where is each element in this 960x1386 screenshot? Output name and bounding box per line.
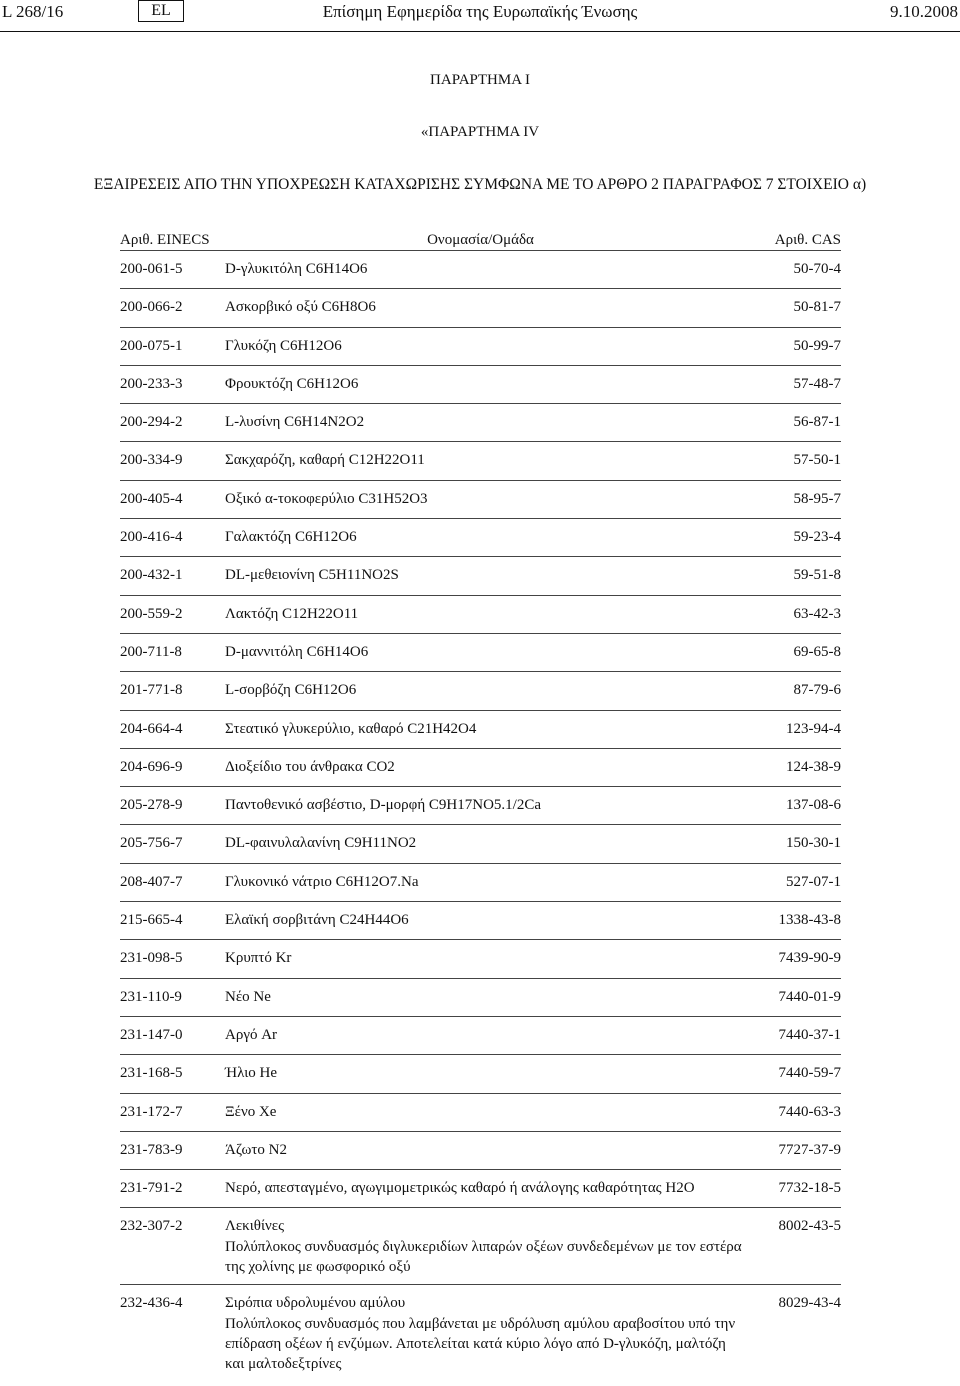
einecs-number: 200-233-3 (120, 375, 183, 392)
cas-number: 7440-01-9 (778, 988, 841, 1005)
table-row (120, 288, 841, 326)
table-row (120, 939, 841, 977)
einecs-number: 200-711-8 (120, 643, 182, 660)
substance-name: L-σορβόζη C6H12O6 (225, 682, 357, 699)
table-row (120, 978, 841, 1016)
annex-subtitle: «ΠΑΡΑΡΤΗΜΑ IV (420, 124, 540, 140)
substance-table (120, 232, 841, 1374)
table-row (120, 480, 841, 518)
cas-number: 150-30-1 (786, 835, 841, 852)
substance-description-line: Πολύπλοκος συνδυασμός που λαμβάνεται με υδρόλυση αμύλου αραβοσίτου υπό την (225, 1316, 736, 1333)
table-row (120, 671, 841, 709)
einecs-number: 200-405-4 (120, 490, 183, 507)
table-row (120, 824, 841, 862)
cas-number: 527-07-1 (786, 873, 841, 890)
cas-number: 58-95-7 (793, 490, 841, 507)
einecs-number: 200-334-9 (120, 452, 183, 469)
table-body (120, 250, 841, 1374)
cas-number: 50-70-4 (793, 261, 841, 277)
cas-number: 50-81-7 (793, 299, 841, 316)
einecs-number: 200-416-4 (120, 529, 183, 546)
row-divider (120, 1131, 841, 1132)
substance-name: Παντοθενικό ασβέστιο, D-μορφή C9H17NO5.1/2Ca (225, 797, 541, 814)
row-divider (120, 365, 841, 366)
table-row (120, 441, 841, 479)
cas-number: 7440-59-7 (778, 1065, 841, 1082)
row-divider (120, 978, 841, 979)
table-row (120, 556, 841, 594)
row-divider (120, 1284, 841, 1285)
substance-name: Σακχαρόζη, καθαρή C12H22O11 (225, 452, 425, 469)
row-divider (120, 1093, 841, 1094)
page-ref: L 268/16 (2, 2, 64, 21)
substance-description-line: της χολίνης με φωσφορικό οξύ (225, 1259, 411, 1276)
einecs-number: 204-696-9 (120, 758, 183, 775)
table-row (120, 518, 841, 556)
row-divider (120, 671, 841, 672)
einecs-number: 231-110-9 (120, 988, 182, 1005)
table-row (120, 1016, 841, 1054)
cas-number: 50-99-7 (793, 337, 841, 354)
substance-name: Οξικό α-τοκοφερύλιο C31H52O3 (225, 490, 428, 507)
column-header-cas: Αριθ. CAS (774, 232, 841, 248)
substance-name: Αργό Ar (225, 1026, 278, 1043)
table-header (120, 232, 841, 250)
language-tag: EL (138, 0, 184, 22)
cas-number: 7439-90-9 (778, 950, 841, 967)
table-row (120, 403, 841, 441)
table-row (120, 710, 841, 748)
substance-name: Γλυκόζη C6H12O6 (225, 337, 342, 354)
substance-name: Στεατικό γλυκερύλιο, καθαρό C21H42O4 (225, 720, 477, 737)
cas-number: 7440-37-1 (778, 1026, 841, 1043)
einecs-number: 200-432-1 (120, 567, 183, 584)
einecs-number: 201-771-8 (120, 682, 183, 699)
einecs-number: 232-307-2 (120, 1218, 183, 1235)
substance-description-line: Πολύπλοκος συνδυασμός διγλυκεριδίων λιπαρών οξέων συνδεδεμένων με τον εστέρα (225, 1239, 742, 1256)
cas-number: 1338-43-8 (778, 912, 841, 929)
table-row (120, 748, 841, 786)
row-divider (120, 1016, 841, 1017)
substance-name: D-μαννιτόλη C6H14O6 (225, 643, 369, 660)
substance-name: Νέο Ne (225, 988, 271, 1005)
cas-number: 57-48-7 (793, 375, 841, 392)
einecs-number: 204-664-4 (120, 720, 183, 737)
row-divider (120, 748, 841, 749)
cas-number: 137-08-6 (786, 797, 841, 814)
substance-name: Άζωτο N2 (225, 1141, 287, 1158)
einecs-number: 232-436-4 (120, 1295, 183, 1312)
header-divider (0, 31, 960, 32)
document-title: ΕΞΑΙΡΕΣΕΙΣ ΑΠΟ ΤΗΝ ΥΠΟΧΡΕΩΣΗ ΚΑΤΑΧΩΡΙΣΗΣ ΣΥΜΦΩΝΑ ΜΕ ΤΟ ΑΡΘΡΟ 2 ΠΑΡΑΓΡΑΦΟΣ 7 ΣΤΟΙΧΕΙΟ α) (93, 176, 867, 193)
cas-number: 56-87-1 (793, 414, 841, 431)
einecs-number: 231-783-9 (120, 1141, 183, 1158)
substance-name: Σιρόπια υδρολυμένου αμύλου (225, 1295, 406, 1312)
row-divider (120, 710, 841, 711)
table-row (120, 1131, 841, 1169)
table-row (120, 863, 841, 901)
einecs-number: 231-098-5 (120, 950, 183, 967)
einecs-number: 231-791-2 (120, 1180, 183, 1197)
row-divider (120, 633, 841, 634)
table-row (120, 633, 841, 671)
row-divider (120, 786, 841, 787)
cas-number: 7727-37-9 (778, 1141, 841, 1158)
cas-number: 124-38-9 (786, 758, 841, 775)
row-divider (120, 556, 841, 557)
cas-number: 63-42-3 (793, 605, 841, 622)
row-divider (120, 1207, 841, 1208)
row-divider (120, 939, 841, 940)
einecs-number: 208-407-7 (120, 873, 183, 890)
table-row (120, 1054, 841, 1092)
publication-date: 9.10.2008 (890, 2, 958, 21)
cas-number: 8029-43-4 (778, 1295, 841, 1312)
page-header (0, 0, 960, 34)
row-divider (120, 288, 841, 289)
substance-name: L-λυσίνη C6H14N2O2 (225, 414, 365, 431)
journal-title: Επίσημη Εφημερίδα της Ευρωπαϊκής Ένωσης (322, 2, 638, 21)
table-row (120, 1284, 841, 1374)
einecs-number: 200-559-2 (120, 605, 183, 622)
table-row (120, 327, 841, 365)
row-divider (120, 403, 841, 404)
substance-name: Κρυπτό Kr (225, 950, 292, 967)
row-divider (120, 595, 841, 596)
substance-name: Λακτόζη C12H22O11 (225, 605, 359, 622)
substance-name: DL-μεθειονίνη C5H11NO2S (225, 567, 399, 584)
row-divider (120, 863, 841, 864)
table-row (120, 1169, 841, 1207)
table-row (120, 901, 841, 939)
substance-name: Γαλακτόζη C6H12O6 (225, 529, 357, 546)
cas-number: 59-23-4 (793, 529, 841, 546)
table-row (120, 1093, 841, 1131)
einecs-number: 231-168-5 (120, 1065, 183, 1082)
substance-name: Λεκιθίνες (225, 1218, 285, 1235)
table-row (120, 365, 841, 403)
row-divider (120, 1054, 841, 1055)
substance-name: Φρουκτόζη C6H12O6 (225, 375, 359, 392)
cas-number: 57-50-1 (793, 452, 841, 469)
einecs-number: 200-066-2 (120, 299, 183, 316)
cas-number: 8002-43-5 (778, 1218, 841, 1235)
einecs-number: 200-075-1 (120, 337, 183, 354)
substance-name: Νερό, απεσταγμένο, αγωγιμομετρικώς καθαρό ή ανάλογης καθαρότητας H2O (225, 1180, 695, 1197)
cas-number: 69-65-8 (793, 643, 841, 660)
substance-name: Ήλιο He (225, 1065, 277, 1082)
row-divider (120, 441, 841, 442)
row-divider (120, 480, 841, 481)
row-divider (120, 327, 841, 328)
table-row (120, 250, 841, 288)
table-row (120, 1207, 841, 1284)
einecs-number: 200-294-2 (120, 414, 183, 431)
substance-description-line: και μαλτοδεξτρίνες (225, 1356, 342, 1373)
substance-description-line: επίδραση οξέων ή ενζύμων. Αποτελείται κατά κύριο λόγο από D-γλυκόζη, μαλτόζη (225, 1336, 726, 1353)
einecs-number: 231-172-7 (120, 1103, 183, 1120)
substance-name: DL-φαινυλαλανίνη C9H11NO2 (225, 835, 417, 852)
substance-name: Ασκορβικό οξύ C6H8O6 (225, 299, 376, 316)
row-divider (120, 1169, 841, 1170)
einecs-number: 205-756-7 (120, 835, 183, 852)
annex-title: ΠΑΡΑΡΤΗΜΑ I (430, 72, 530, 88)
substance-name: D-γλυκιτόλη C6H14O6 (225, 261, 368, 277)
column-header-einecs: Αριθ. EINECS (120, 232, 210, 248)
einecs-number: 205-278-9 (120, 797, 183, 814)
cas-number: 59-51-8 (793, 567, 841, 584)
cas-number: 123-94-4 (786, 720, 841, 737)
cas-number: 87-79-6 (793, 682, 841, 699)
row-divider (120, 824, 841, 825)
row-divider (120, 518, 841, 519)
column-header-name: Ονομασία/Ομάδα (427, 232, 534, 248)
substance-name: Γλυκονικό νάτριο C6H12O7.Na (225, 873, 419, 890)
cas-number: 7732-18-5 (778, 1180, 841, 1197)
substance-name: Ξένο Xe (225, 1103, 277, 1120)
row-divider (120, 901, 841, 902)
substance-name: Διοξείδιο του άνθρακα CO2 (225, 758, 395, 775)
cas-number: 7440-63-3 (778, 1103, 841, 1120)
einecs-number: 231-147-0 (120, 1026, 183, 1043)
row-divider (120, 250, 841, 251)
einecs-number: 215-665-4 (120, 912, 183, 929)
einecs-number: 200-061-5 (120, 261, 183, 277)
substance-name: Ελαϊκή σορβιτάνη C24H44O6 (225, 912, 409, 929)
table-row (120, 595, 841, 633)
table-row (120, 786, 841, 824)
